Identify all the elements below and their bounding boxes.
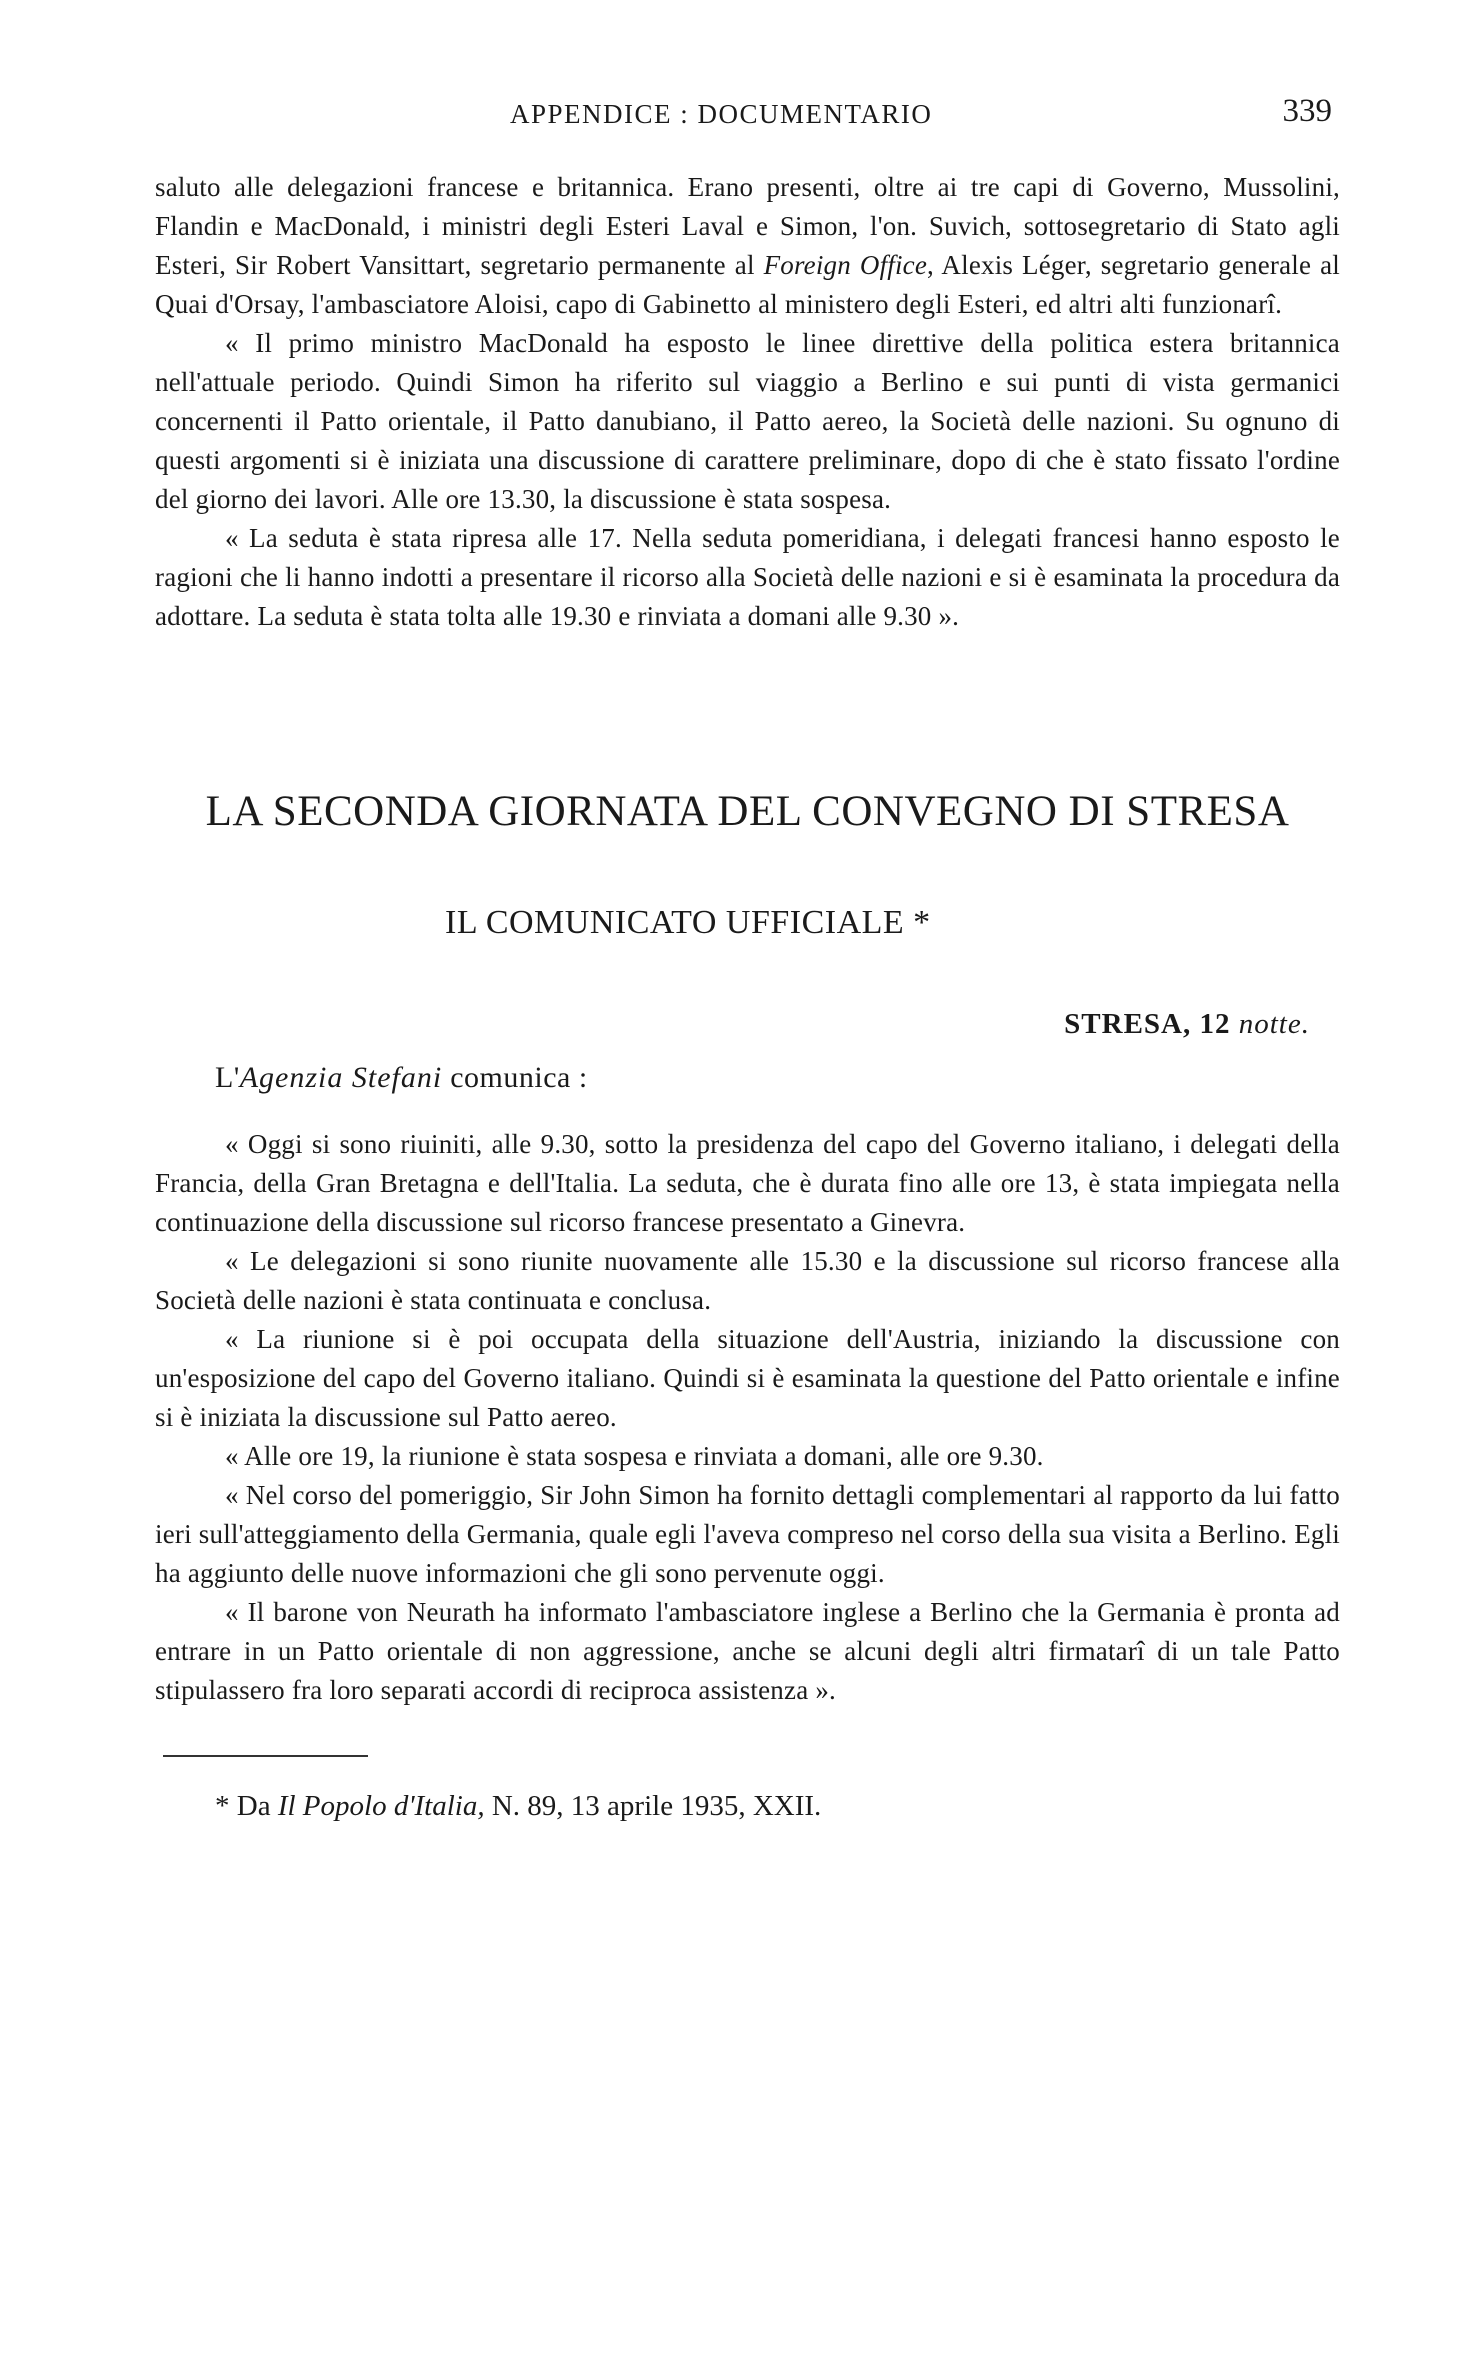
paragraph: saluto alle delegazioni francese e britannica. Erano presenti, oltre ai tre capi di Governo, Mussolini, Flandin e MacDonald, i ministri degli Esteri Laval e Simon, l'on. Suvich, sottosegretario di Stato agli Esteri, Sir Robert Vansittart, segretario permanente al Foreign Office, Alexis Léger, segretario generale al Quai d'Orsay, l'ambasciatore Aloisi, capo di Gabinetto al ministero degli Esteri, ed altri alti funzionarî.	[155, 172, 1340, 319]
running-head	[155, 95, 1340, 145]
paragraph: « Oggi si sono riuiniti, alle 9.30, sotto la presidenza del capo del Governo italiano, i delegati della Francia, della Gran Bretagna e dell'Italia. La seduta, che è durata fino alle ore 13, è stata impiegata nella continuazione della discussione sul ricorso francese presentato a Ginevra.	[155, 1129, 1340, 1237]
footnote: * Da Il Popolo d'Italia, N. 89, 13 aprile 1935, XXII.	[215, 1790, 822, 1822]
running-title: APPENDICE : DOCUMENTARIO	[510, 99, 933, 129]
book-page	[155, 95, 1340, 1823]
footnote-rule	[163, 1755, 368, 1757]
paragraph: « La seduta è stata ripresa alle 17. Nella seduta pomeridiana, i delegati francesi hanno esposto le ragioni che li hanno indotti a presentare il ricorso alla Società delle nazioni e si è esaminata la procedura da adottare. La seduta è stata tolta alle 19.30 e rinviata a domani alle 9.30 ».	[155, 523, 1340, 631]
section-title: LA SECONDA GIORNATA DEL CONVEGNO DI STRESA	[205, 788, 1290, 835]
paragraph: « Alle ore 19, la riunione è stata sospesa e rinviata a domani, alle ore 9.30.	[225, 1441, 1044, 1471]
italic-term: Foreign Office	[763, 250, 928, 280]
dateline: STRESA, 12 notte.	[1064, 1008, 1310, 1040]
newspaper-title: Il Popolo d'Italia,	[277, 1790, 485, 1822]
paragraph: « La riunione si è poi occupata della situazione dell'Austria, iniziando la discussione con un'esposizione del capo del Governo italiano. Quindi si è esaminata la questione del Patto orientale e infine si è iniziata la discussione sul Patto aereo.	[155, 1324, 1340, 1432]
communique-text	[155, 1125, 1340, 1710]
page-number: 339	[1282, 93, 1332, 129]
previous-day-report	[155, 168, 1340, 636]
paragraph: « Il barone von Neurath ha informato l'ambasciatore inglese a Berlino che la Germania è pronta ad entrare in un Patto orientale di non aggressione, anche se alcuni degli altri firmatarî di un tale Patto stipulassero fra loro separati accordi di reciproca assistenza ».	[155, 1597, 1340, 1705]
agency-line: L'Agenzia Stefani comunica :	[215, 1061, 588, 1094]
paragraph: « Il primo ministro MacDonald ha esposto le linee direttive della politica estera britannica nell'attuale periodo. Quindi Simon ha riferito sul viaggio a Berlino e sui punti di vista germanici concernenti il Patto orientale, il Patto danubiano, il Patto aereo, la Società delle nazioni. Su ognuno di questi argomenti si è iniziata una discussione di carattere preliminare, dopo di che è stato fissato l'ordine del giorno dei lavori. Alle ore 13.30, la discussione è stata sospesa.	[155, 328, 1340, 514]
paragraph: « Nel corso del pomeriggio, Sir John Simon ha fornito dettagli complementari al rapporto da lui fatto ieri sull'atteggiamento della Germania, quale egli l'aveva compreso nel corso della sua visita a Berlino. Egli ha aggiunto delle nuove informazioni che gli sono pervenute oggi.	[155, 1480, 1340, 1588]
section-subtitle: IL COMUNICATO UFFICIALE *	[445, 904, 931, 941]
agency-name: Agenzia Stefani	[239, 1061, 443, 1094]
paragraph: « Le delegazioni si sono riunite nuovamente alle 15.30 e la discussione sul ricorso francese alla Società delle nazioni è stata continuata e conclusa.	[155, 1246, 1340, 1315]
